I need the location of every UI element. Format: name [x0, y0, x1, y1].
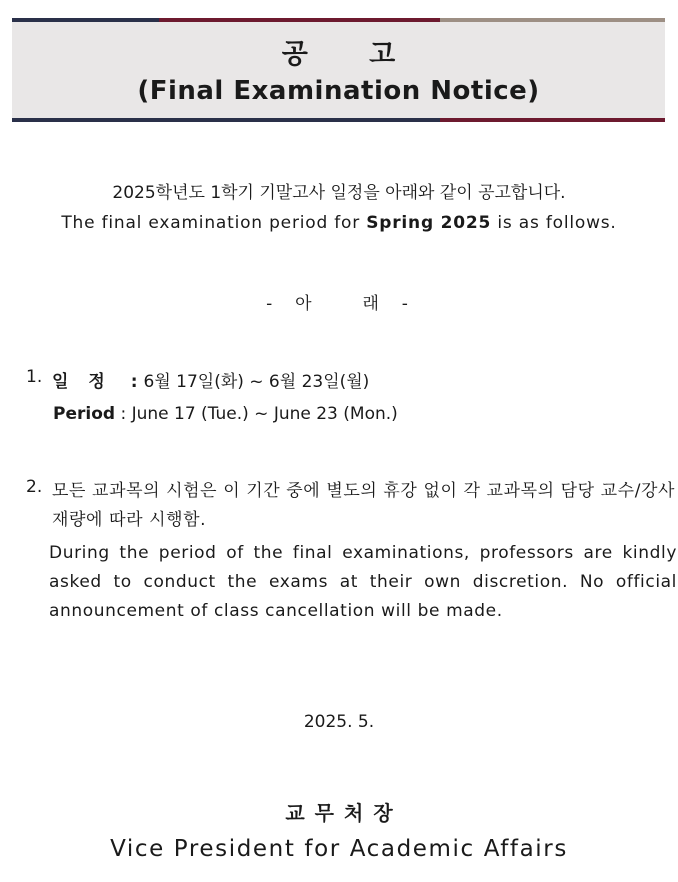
section2-text-ko: 모든 교과목의 시험은 이 기간 중에 별도의 휴강 없이 각 교과목의 담당 교수/강사 재량에 따라 시행함.	[52, 481, 676, 530]
section2-number: 2.	[26, 477, 43, 497]
section1-number: 1.	[26, 367, 43, 387]
section2-text-en: During the period of the final examinations, professors are kindly asked to conduct the exams at their own discretion. No official announcement of class cancellation will be made.	[49, 543, 677, 621]
period-label-en: Period	[53, 404, 116, 424]
schedule-value-ko: 6월 17일(화) ~ 6월 23일(월)	[143, 372, 370, 392]
notice-title-ko: 공 고	[281, 39, 422, 70]
schedule-label-ko: 일정	[52, 372, 125, 392]
intro-text-ko: 2025학년도 1학기 기말고사 일정을 아래와 같이 공고합니다.	[112, 183, 566, 203]
header-bottom-rule	[12, 118, 665, 122]
signature-ko: 교무처장	[285, 801, 403, 825]
notice-title-en: (Final Examination Notice)	[137, 76, 540, 106]
section1-schedule-en	[53, 404, 398, 424]
notice-date: 2025. 5.	[303, 712, 375, 732]
section-separator: - 아 래 -	[266, 294, 412, 314]
intro-term-bold: Spring 2025	[366, 213, 492, 233]
intro-text-en: The final examination period for Spring 2025 is as follows.	[61, 213, 617, 233]
period-value-en: : June 17 (Tue.) ~ June 23 (Mon.)	[115, 404, 398, 424]
header-top-rule	[12, 18, 665, 22]
notice-header	[12, 18, 665, 122]
section1-schedule-ko: 일정 : 6월 17일(화) ~ 6월 23일(월)	[52, 372, 370, 392]
signature-en: Vice President for Academic Affairs	[110, 836, 568, 862]
